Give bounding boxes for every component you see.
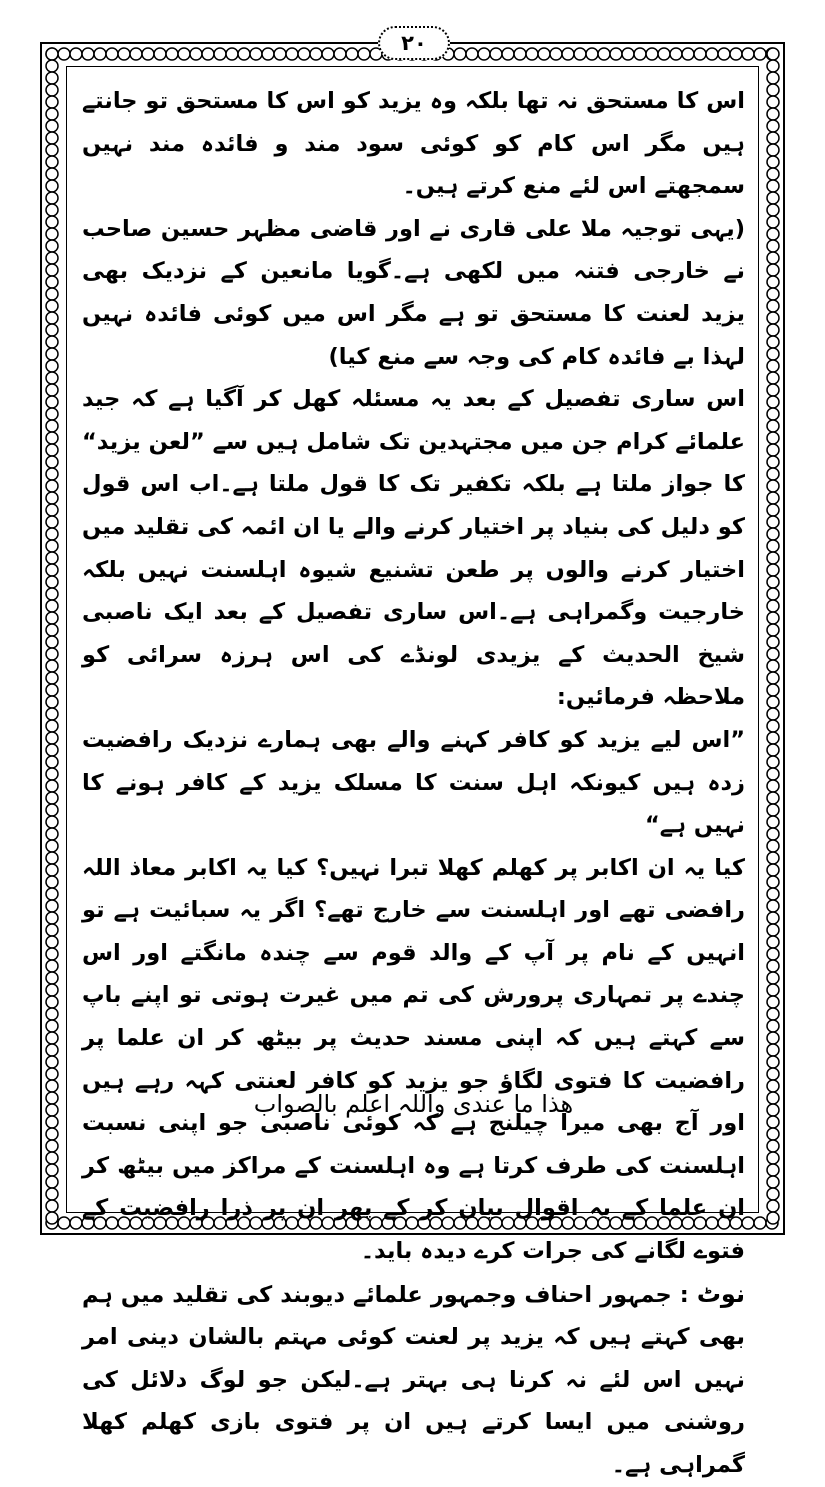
- note-text: : جمہور احناف وجمہور علمائے دیوبند کی تقلید میں ہم بھی کہتے ہیں کہ یزید پر لعنت کوئی مہتم بالشان دینی امر نہیں اس لئے نہ کرنا ہی بہتر ہے۔لیکن جو لوگ دلائل کی روشنی میں ایسا کرتے ہیں ان پر فتوی بازی کھلم کھلا گمراہی ہے۔: [82, 1281, 745, 1478]
- closing-line: ھذا ما عندی واللہ اعلم بالصواب: [253, 1090, 574, 1118]
- paragraph: اس کا مستحق نہ تھا بلکہ وہ یزید کو اس کا مستحق تو جانتے ہیں مگر اس کام کو کوئی سود مند و فائدہ مند نہیں سمجھتے اس لئے منع کرتے ہیں۔: [82, 88, 745, 200]
- paragraph: (یہی توجیہ ملا علی قاری نے اور قاضی مظہر حسین صاحب نے خارجی فتنہ میں لکھی ہے۔گویا مانعین کے نزدیک بھی یزید لعنت کا مستحق تو ہے مگر اس میں کوئی فائدہ نہیں لہذا بے فائدہ کام کی وجہ سے منع کیا): [82, 215, 745, 370]
- note-paragraph: [82, 1273, 745, 1487]
- paragraph: کیا یہ ان اکابر پر کھلم کھلا تبرا نہیں؟ کیا یہ اکابر معاذ اللہ رافضی تھے اور اہلسنت سے خارج تھے؟ اگر یہ سبائیت ہے تو انہیں کے نام پر آپ کے والد قوم سے چندہ مانگتے اور اس چندے پر تمہاری پرورش کی تم میں غیرت ہوتی تو اپنے باپ سے کہتے ہیں کہ اپنی مسند حدیث پر بیٹھ کر ان علما پر رافضیت کا فتوی لگاؤ جو یزید کو کافر لعنتی کہہ رہے ہیں اور آج بھی میرا چیلنج ہے کہ کوئی ناصبی جو اپنی نسبت اہلسنت کی طرف کرتا ہے وہ اہلسنت کے مراکز میں بیٹھ کر ان علما کے یہ اقوال بیان کر کے پھر ان پر ذرا رافضیت کے فتوے لگانے کی جرات کرے دیدہ باید۔: [82, 854, 745, 1265]
- note-label: نوٹ: [696, 1279, 745, 1308]
- quote-paragraph: ”اس لیے یزید کو کافر کہنے والے بھی ہمارے نزدیک رافضیت زدہ ہیں کیونکہ اہل سنت کا مسلک یزید کے کافر ہونے کا نہیں ہے“: [82, 726, 745, 839]
- page-number: ۲۰: [378, 26, 450, 60]
- page-body: [82, 80, 745, 1487]
- paragraph: اس ساری تفصیل کے بعد یہ مسئلہ کھل کر آگیا ہے کہ جید علمائے کرام جن میں مجتہدین تک شامل ہیں سے ”لعن یزید“ کا جواز ملتا ہے بلکہ تکفیر تک کا قول ملتا ہے۔اب اس قول کو دلیل کی بنیاد پر اختیار کرنے والے یا ان ائمہ کی تقلید میں اختیار کرنے والوں پر طعن تشنیع شیوہ اہلسنت نہیں بلکہ خارجیت وگمراہی ہے۔اس ساری تفصیل کے بعد ایک ناصبی شیخ الحدیث کے یزیدی لونڈے کی اس ہرزہ سرائی کو ملاحظہ فرمائیں:: [82, 386, 745, 711]
